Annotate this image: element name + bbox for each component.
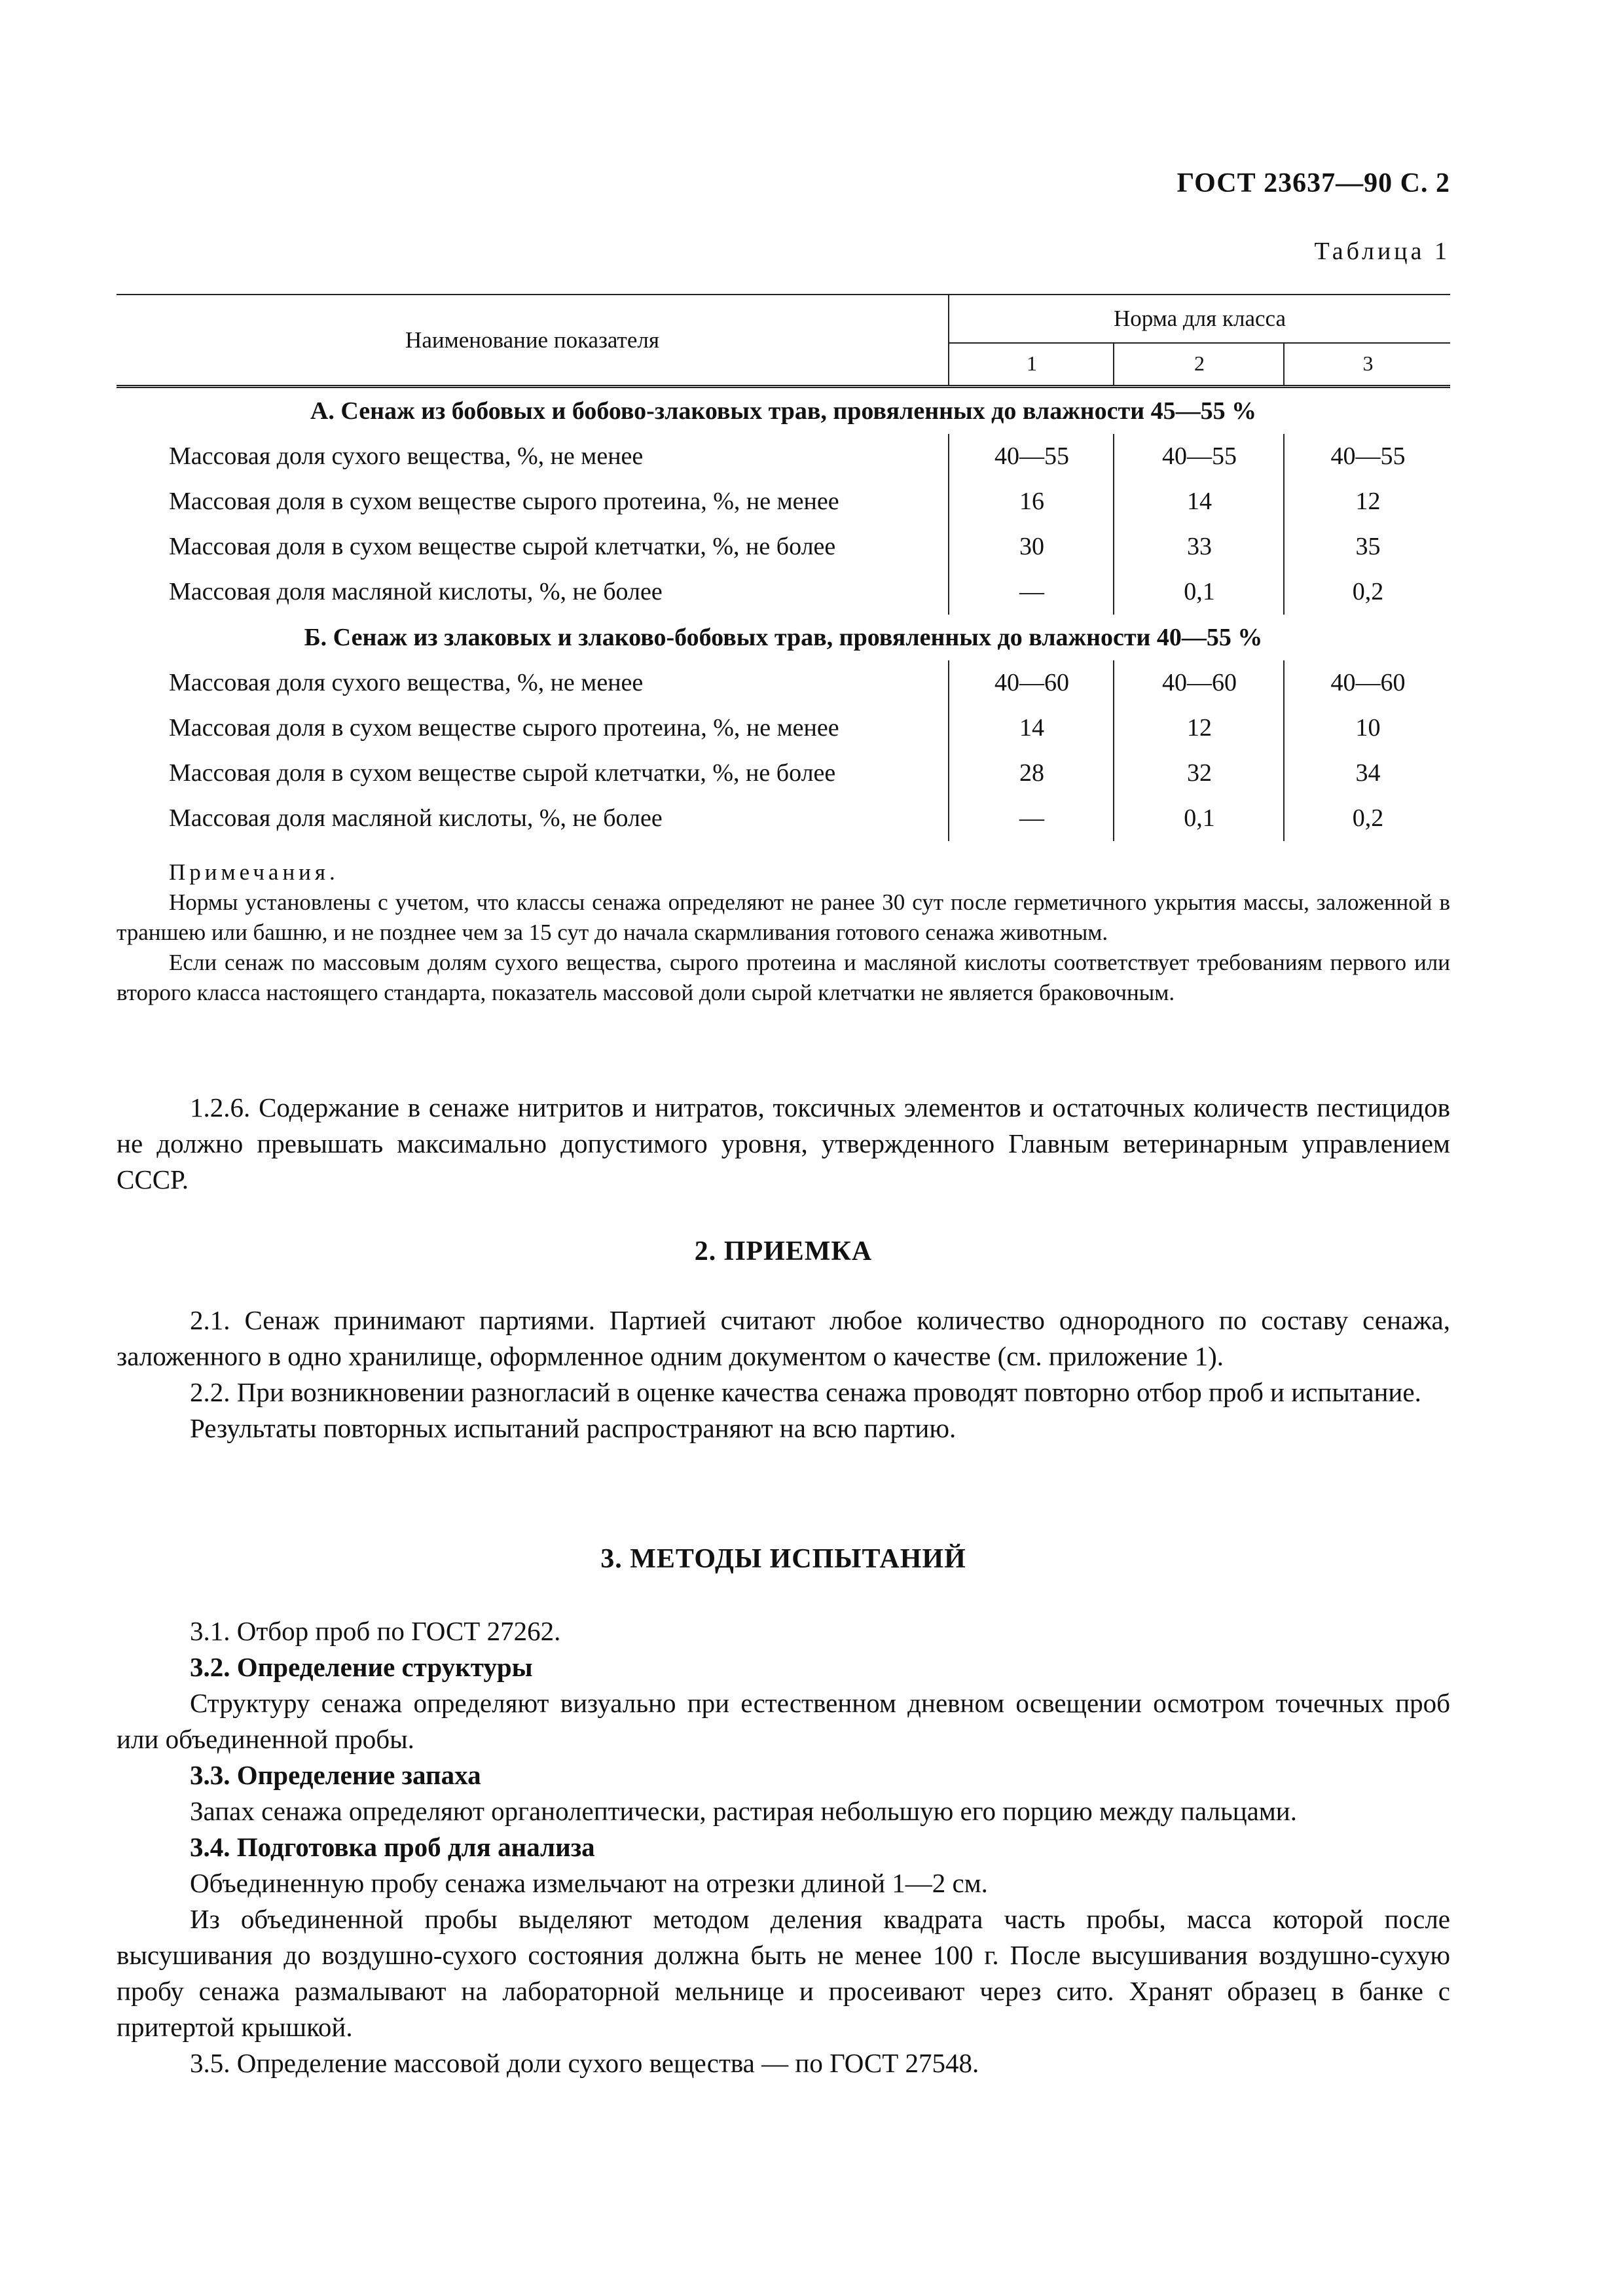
table-row bbox=[117, 569, 1450, 615]
row-name: Массовая доля сухого вещества, %, не менее bbox=[169, 442, 644, 470]
cell-class-1: 30 bbox=[948, 524, 1114, 569]
cell-class-2: 33 bbox=[1113, 524, 1285, 569]
table-header bbox=[117, 294, 1450, 388]
cell-class-2: 32 bbox=[1113, 751, 1285, 796]
row-name: Массовая доля в сухом веществе сырой клетчатки, %, не более bbox=[169, 759, 836, 787]
heading-3-3: 3.3. Определение запаха bbox=[190, 1760, 481, 1790]
cell-class-3: 12 bbox=[1283, 479, 1451, 524]
col-header-class-2: 2 bbox=[1113, 342, 1285, 385]
row-name: Массовая доля сухого вещества, %, не менее bbox=[169, 669, 644, 696]
heading-3-2: 3.2. Определение структуры bbox=[190, 1652, 533, 1682]
cell-class-2: 40—55 bbox=[1113, 434, 1285, 479]
cell-class-1: 40—55 bbox=[948, 434, 1114, 479]
document-page bbox=[117, 0, 1450, 2296]
paragraph-3-4a: Объединенную пробу сенажа измельчают на отрезки длиной 1—2 см. bbox=[190, 1868, 988, 1898]
cell-class-3: 40—55 bbox=[1283, 434, 1451, 479]
paragraph-3-5: 3.5. Определение массовой доли сухого вещества — по ГОСТ 27548. bbox=[190, 2048, 979, 2078]
cell-class-1: 40—60 bbox=[948, 660, 1114, 706]
doc-header-ref: ГОСТ 23637—90 С. 2 bbox=[1176, 168, 1450, 198]
table-row bbox=[117, 751, 1450, 796]
paragraph-1-2-6: 1.2.6. Содержание в сенаже нитритов и нитратов, токсичных элементов и остаточных количеств пестицидов не должно превышать максимально допустимого уровня, утвержденного Главным ветеринарным управлением СССР. bbox=[117, 1092, 1450, 1194]
table-row bbox=[117, 434, 1450, 479]
paragraph-3-2: Структуру сенажа определяют визуально при естественном дневном освещении осмотром точечных проб или объединенной пробы. bbox=[117, 1688, 1450, 1754]
section-3-heading: 3. МЕТОДЫ ИСПЫТАНИЙ bbox=[600, 1544, 966, 1574]
row-name: Массовая доля в сухом веществе сырого протеина, %, не менее bbox=[169, 488, 839, 515]
note-paragraph: Если сенаж по массовым долям сухого вещества, сырого протеина и масляной кислоты соответствует требованиям первого или второго класса настоящего стандарта, показатель массовой доли сырой клетчатки не является браковочным. bbox=[117, 950, 1450, 1005]
table-label: Таблица 1 bbox=[1314, 238, 1450, 265]
row-name: Массовая доля масляной кислоты, %, не более bbox=[169, 578, 663, 605]
cell-class-3: 0,2 bbox=[1283, 569, 1451, 615]
notes-title: Примечания. bbox=[169, 859, 339, 885]
cell-class-1: 14 bbox=[948, 706, 1114, 751]
section-b-title: Б. Сенаж из злаковых и злаково-бобовых трав, провяленных до влажности 40—55 % bbox=[304, 624, 1263, 651]
paragraph-2-1: 2.1. Сенаж принимают партиями. Партией считают любое количество однородного по составу сенажа, заложенного в одно хранилище, оформленное одним документом о качестве (см. приложение 1). bbox=[117, 1305, 1450, 1371]
paragraph-3-4b: Из объединенной пробы выделяют методом деления квадрата часть пробы, масса которой после высушивания до воздушно-сухого состояния должна быть не менее 100 г. После высушивания воздушно-сухую пробу сенажа размалывают на лабораторной мельнице и просеивают через сито. Хранят образец в банке с притертой крышкой. bbox=[117, 1904, 1450, 2042]
col-header-class-1: 1 bbox=[948, 342, 1114, 385]
cell-class-2: 12 bbox=[1113, 706, 1285, 751]
cell-class-3: 40—60 bbox=[1283, 660, 1451, 706]
table-row bbox=[117, 524, 1450, 569]
table-notes bbox=[117, 857, 1450, 1008]
cell-class-3: 0,2 bbox=[1283, 796, 1451, 841]
norms-table bbox=[117, 294, 1450, 841]
cell-class-2: 40—60 bbox=[1113, 660, 1285, 706]
cell-class-3: 35 bbox=[1283, 524, 1451, 569]
table-row bbox=[117, 479, 1450, 524]
section-2-heading: 2. ПРИЕМКА bbox=[694, 1236, 873, 1266]
heading-3-4: 3.4. Подготовка проб для анализа bbox=[190, 1832, 595, 1862]
table-row bbox=[117, 796, 1450, 841]
row-name: Массовая доля в сухом веществе сырого протеина, %, не менее bbox=[169, 714, 839, 742]
paragraph-2-2-result: Результаты повторных испытаний распространяют на всю партию. bbox=[190, 1413, 957, 1443]
cell-class-3: 34 bbox=[1283, 751, 1451, 796]
cell-class-2: 0,1 bbox=[1113, 569, 1285, 615]
table-row bbox=[117, 660, 1450, 706]
cell-class-1: — bbox=[948, 569, 1114, 615]
paragraph-2-2: 2.2. При возникновении разногласий в оценке качества сенажа проводят повторно отбор проб и испытание. bbox=[190, 1377, 1421, 1407]
cell-class-1: 16 bbox=[948, 479, 1114, 524]
col-header-class-3: 3 bbox=[1283, 342, 1451, 385]
section-3-body bbox=[117, 1613, 1450, 2081]
section-a-title: А. Сенаж из бобовых и бобово-злаковых трав, провяленных до влажности 45—55 % bbox=[310, 397, 1257, 425]
row-name: Массовая доля в сухом веществе сырой клетчатки, %, не более bbox=[169, 533, 836, 560]
paragraph-block bbox=[117, 1090, 1450, 1198]
paragraph-3-3: Запах сенажа определяют органолептически, растирая небольшую его порцию между пальцами. bbox=[190, 1796, 1297, 1826]
cell-class-2: 0,1 bbox=[1113, 796, 1285, 841]
cell-class-2: 14 bbox=[1113, 479, 1285, 524]
cell-class-3: 10 bbox=[1283, 706, 1451, 751]
cell-class-1: 28 bbox=[948, 751, 1114, 796]
section-2-body bbox=[117, 1302, 1450, 1446]
table-row bbox=[117, 706, 1450, 751]
note-paragraph: Нормы установлены с учетом, что классы сенажа определяют не ранее 30 сут после герметичного укрытия массы, заложенной в траншею или башню, и не позднее чем за 15 сут до начала скармливания готового сенажа животным. bbox=[117, 889, 1450, 945]
row-name: Массовая доля масляной кислоты, %, не более bbox=[169, 804, 663, 832]
col-header-name: Наименование показателя bbox=[405, 327, 659, 353]
paragraph-3-1: 3.1. Отбор проб по ГОСТ 27262. bbox=[190, 1616, 561, 1646]
col-header-norm: Норма для класса bbox=[948, 295, 1450, 344]
cell-class-1: — bbox=[948, 796, 1114, 841]
